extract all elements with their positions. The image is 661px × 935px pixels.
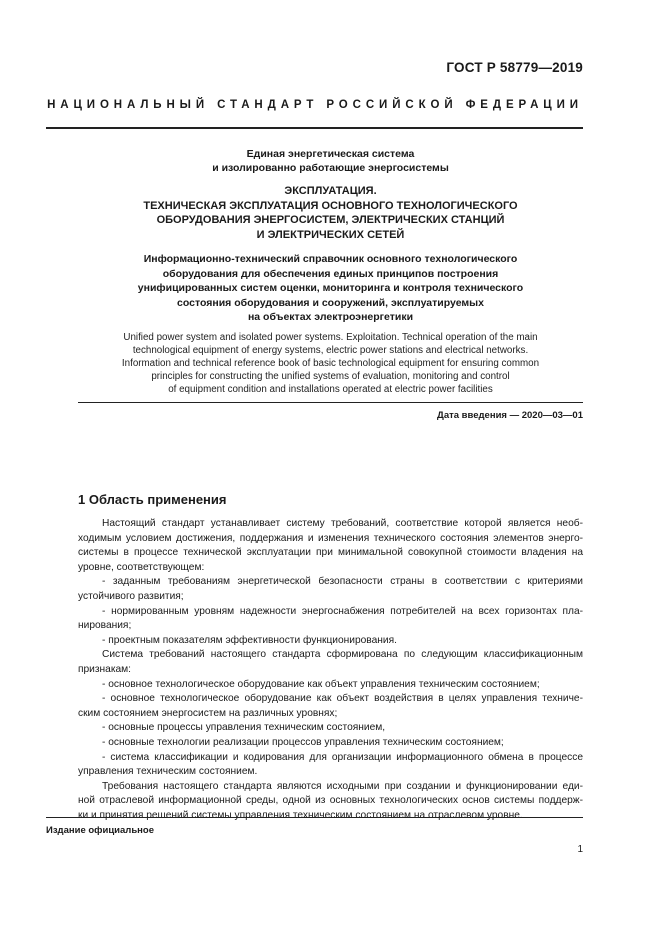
body-line: системы в процессе технической эксплуатации при минимальной совокупной стоимости владения на xyxy=(78,547,583,559)
english-title-line: Unified power system and isolated power systems. Exploitation. Technical operation of the main xyxy=(123,332,538,343)
english-title xyxy=(78,332,583,397)
body-line: - проектным показателям эффективности функционирования. xyxy=(102,634,397,646)
system-title-line: Единая энергетическая система xyxy=(246,148,415,160)
body-line: устойчивого развития; xyxy=(78,590,184,602)
body-line: - основные процессы управления техническим состоянием, xyxy=(102,722,386,734)
system-title-line: и изолированно работающие энергосистемы xyxy=(212,162,449,174)
body-line: - основные технологии реализации процессов управления техническим состоянием; xyxy=(102,736,504,748)
edition-label: Издание официальное xyxy=(46,825,154,836)
main-title-line: ОБОРУДОВАНИЯ ЭНЕРГОСИСТЕМ, ЭЛЕКТРИЧЕСКИХ СТАНЦИЙ xyxy=(156,214,505,226)
body-line: нирования; xyxy=(78,620,132,632)
body-line: ной отраслевой информационной среды, одной из основных технологических основ системы поддерж- xyxy=(78,795,583,807)
body-line: ходимым условием достижения, поддержания и изменения технического состояния элементов энерго- xyxy=(78,532,583,544)
subtitle-line: оборудования для обеспечения единых принципов построения xyxy=(162,267,499,280)
subtitle-line: Информационно-технический справочник основного технологического xyxy=(143,253,518,265)
header-divider xyxy=(46,127,583,129)
main-title-line: И ЭЛЕКТРИЧЕСКИХ СЕТЕЙ xyxy=(256,228,405,241)
document-subtitle xyxy=(78,252,583,325)
title-divider xyxy=(78,402,583,403)
english-title-line: principles for constructing the unified systems of evaluation, monitoring and control xyxy=(151,370,510,382)
body-line: - нормированным уровням надежности энергоснабжения потребителей на всех горизонтах пла- xyxy=(102,605,583,617)
english-title-line: of equipment condition and installations operated at electric power facilities xyxy=(168,383,493,395)
body-line: - основное технологическое оборудование как объект управления техническим состоянием; xyxy=(102,678,540,690)
footer-divider xyxy=(46,817,583,818)
english-title-line: Information and technical reference book of basic technological equipment for ensuring common xyxy=(121,357,540,369)
english-title-line: technological equipment of energy systems, electric power stations and electrical networks. xyxy=(132,344,529,356)
section-heading: 1 Область применения xyxy=(78,492,227,507)
main-title-line: ЭКСПЛУАТАЦИЯ. xyxy=(284,185,377,197)
page-number: 1 xyxy=(577,844,583,855)
body-line: - основное технологическое оборудование как объект воздействия в целях управления техниче- xyxy=(102,693,583,705)
national-standard-banner: НАЦИОНАЛЬНЫЙ СТАНДАРТ РОССИЙСКОЙ ФЕДЕРАЦИИ xyxy=(47,99,583,111)
subtitle-line: состояния оборудования и сооружений, эксплуатируемых xyxy=(177,296,484,309)
body-line: - заданным требованиям энергетической безопасности страны в соответствии с критериями xyxy=(102,576,583,588)
body-line: Настоящий стандарт устанавливает систему требований, соответствие которой является необ- xyxy=(102,518,583,529)
section-body xyxy=(78,517,583,823)
body-line: ки и принятия решений системы управления техническим состоянием на отраслевом уровне. xyxy=(78,809,523,821)
standard-code: ГОСТ Р 58779—2019 xyxy=(446,60,583,75)
body-line: - система классификации и кодирования для организации информационного обмена в процессе xyxy=(102,751,583,763)
document-main-title xyxy=(78,184,583,242)
body-line: Система требований настоящего стандарта сформирована по следующим классификационным xyxy=(102,649,583,661)
main-title-line: ТЕХНИЧЕСКАЯ ЭКСПЛУАТАЦИЯ ОСНОВНОГО ТЕХНОЛОГИЧЕСКОГО xyxy=(143,199,518,212)
introduction-date: Дата введения — 2020—03—01 xyxy=(437,410,583,421)
system-title xyxy=(78,147,583,175)
body-line: уровне, соответствующем: xyxy=(78,561,205,573)
body-line: Требования настоящего стандарта являются исходными при создании и функционировании еди- xyxy=(102,780,583,792)
body-line: ским состоянием энергосистем на различных уровнях; xyxy=(78,707,338,719)
body-line: признакам: xyxy=(78,663,132,675)
subtitle-line: унифицированных систем оценки, мониторинга и контроля технического xyxy=(137,282,524,295)
body-line: управления техническим состоянием. xyxy=(78,766,258,778)
subtitle-line: на объектах электроэнергетики xyxy=(247,311,414,324)
